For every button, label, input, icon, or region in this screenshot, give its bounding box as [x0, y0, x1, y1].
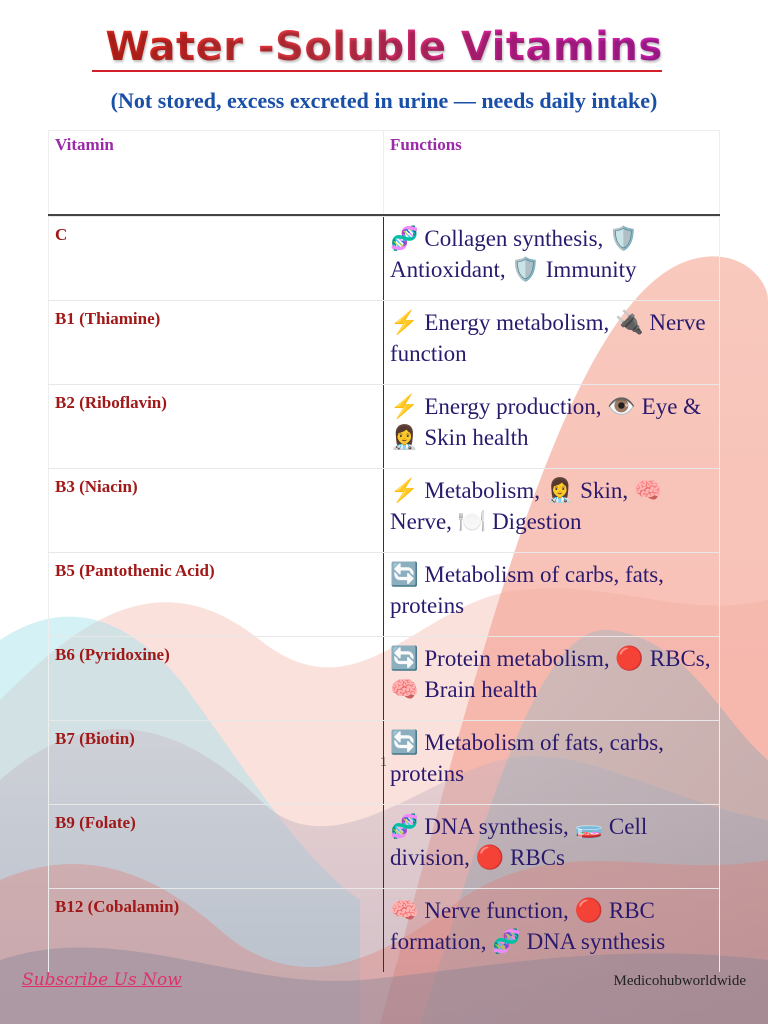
table-row [48, 384, 720, 468]
vitamins-table [48, 130, 720, 972]
vitamin-name: B6 (Pyridoxine) [48, 637, 383, 720]
header-functions: Functions [383, 131, 720, 214]
vitamin-name: B2 (Riboflavin) [48, 385, 383, 468]
vitamin-name: C [48, 217, 383, 300]
vitamin-functions: 🧠 Nerve function, 🔴 RBC formation, 🧬 DNA synthesis [383, 889, 720, 972]
table-row [48, 468, 720, 552]
table-row [48, 216, 720, 300]
vitamin-name: B9 (Folate) [48, 805, 383, 888]
vitamin-functions: 🧬 DNA synthesis, 🧫 Cell division, 🔴 RBCs [383, 805, 720, 888]
vitamin-functions: ⚡ Energy metabolism, 🔌 Nerve function [383, 301, 720, 384]
page-subtitle: (Not stored, excess excreted in urine — needs daily intake) [110, 88, 658, 113]
vitamin-name: B7 (Biotin) [48, 721, 383, 804]
vitamin-functions: 🔄 Protein metabolism, 🔴 RBCs, 🧠 Brain health [383, 637, 720, 720]
vitamin-functions: ⚡ Energy production, 👁️ Eye & 👩‍⚕️ Skin health [383, 385, 720, 468]
vitamin-name: B1 (Thiamine) [48, 301, 383, 384]
vitamin-functions: 🔄 Metabolism of carbs, fats, proteins [383, 553, 720, 636]
title-text: Water -Soluble Vitamins [105, 24, 663, 70]
vitamin-functions: 🧬 Collagen synthesis, 🛡️ Antioxidant, 🛡️ Immunity [383, 217, 720, 300]
page-number: 1 [380, 755, 387, 770]
table-row [48, 552, 720, 636]
page-title [0, 24, 768, 70]
table-row [48, 300, 720, 384]
vitamin-name: B12 (Cobalamin) [48, 889, 383, 972]
table-header-row [48, 130, 720, 216]
table-row [48, 636, 720, 720]
vitamin-functions: 🔄 Metabolism of fats, carbs, proteins [383, 721, 720, 804]
vitamin-name: B3 (Niacin) [48, 469, 383, 552]
vitamin-name: B5 (Pantothenic Acid) [48, 553, 383, 636]
title-underline [92, 70, 662, 72]
table-row [48, 804, 720, 888]
subscribe-link[interactable]: Subscribe Us Now [22, 970, 182, 990]
header-vitamin: Vitamin [48, 131, 383, 214]
vitamin-functions: ⚡ Metabolism, 👩‍⚕️ Skin, 🧠 Nerve, 🍽️ Digestion [383, 469, 720, 552]
table-row [48, 888, 720, 972]
brand-name: Medicohubworldwide [613, 973, 746, 989]
